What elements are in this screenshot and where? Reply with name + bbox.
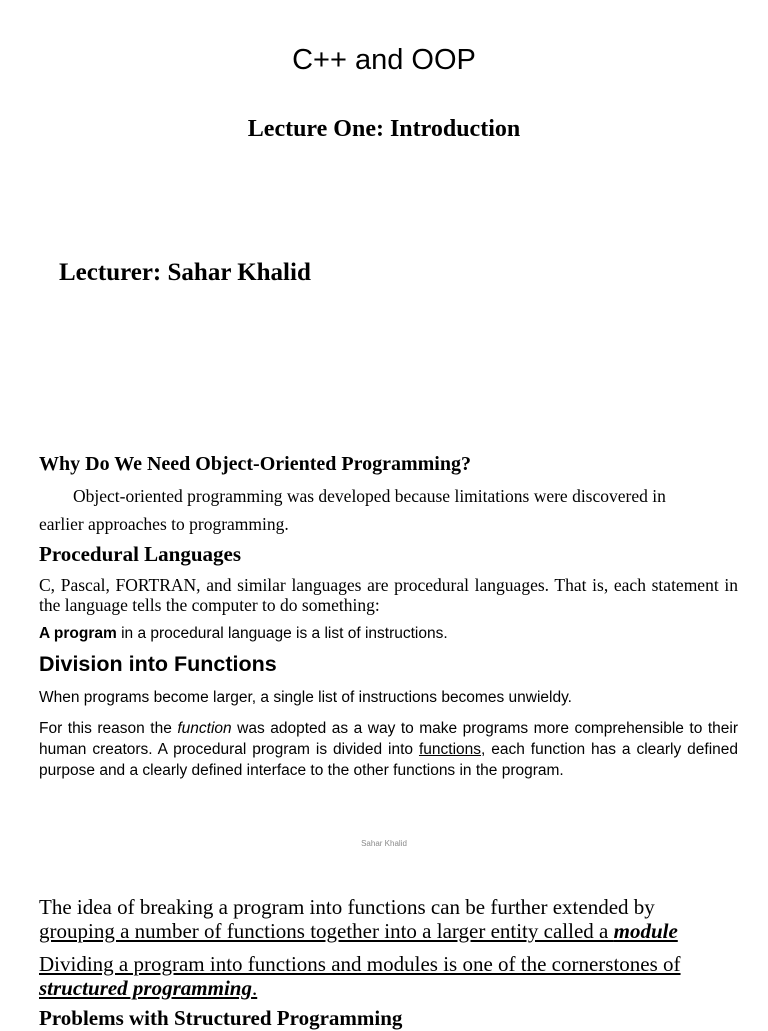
structured-line2 [39, 976, 739, 1000]
function-term: function [177, 720, 232, 737]
program-definition [39, 625, 448, 643]
lecture-subtitle: Lecture One: Introduction [247, 116, 521, 142]
structured-line2-period: . [251, 976, 258, 1000]
section-heading-procedural: Procedural Languages [39, 542, 242, 566]
functions-text-b: was adopted as a way to make programs more comprehensible to their human creators. A procedural program is divided into [39, 720, 738, 758]
functions-paragraph-2 [39, 718, 738, 781]
oop-paragraph-line1: Object-oriented programming was developed because limitations were discovered in [73, 486, 666, 506]
module-term: module [613, 919, 678, 943]
oop-paragraph [39, 485, 739, 535]
section-heading-why-oop: Why Do We Need Object-Oriented Programming? [39, 453, 471, 475]
modules-line1: The idea of breaking a program into functions can be further extended by [39, 895, 655, 919]
section-heading-problems: Problems with Structured Programming [39, 1006, 403, 1030]
functions-term-underlined: functions [418, 741, 482, 758]
functions-text-a: For this reason the [39, 720, 178, 737]
structured-programming-term: structured programming [39, 976, 252, 1000]
program-definition-text: in a procedural language is a list of instructions. [116, 625, 448, 642]
structured-paragraph [39, 952, 739, 1000]
procedural-paragraph: C, Pascal, FORTRAN, and similar languages are procedural languages. That is, each statement in the language tells the computer to do something: [39, 575, 738, 615]
structured-line1: Dividing a program into functions and modules is one of the cornerstones of [39, 952, 681, 976]
program-term: A program [39, 625, 117, 642]
lecturer-name: Lecturer: Sahar Khalid [59, 259, 311, 286]
modules-line2 [39, 919, 739, 943]
modules-paragraph [39, 895, 739, 943]
course-title: C++ and OOP [292, 44, 476, 76]
page-footer-author: Sahar Khalid [361, 839, 407, 848]
section-heading-functions: Division into Functions [39, 652, 277, 676]
modules-line2-text: grouping a number of functions together into a larger entity called a [39, 919, 614, 943]
functions-paragraph-1: When programs become larger, a single list of instructions becomes unwieldy. [39, 689, 572, 706]
oop-paragraph-line2: earlier approaches to programming. [39, 514, 289, 534]
functions-text-c: , each function has a clearly defined purpose and a clearly defined interface to the other functions in the program. [39, 741, 739, 779]
